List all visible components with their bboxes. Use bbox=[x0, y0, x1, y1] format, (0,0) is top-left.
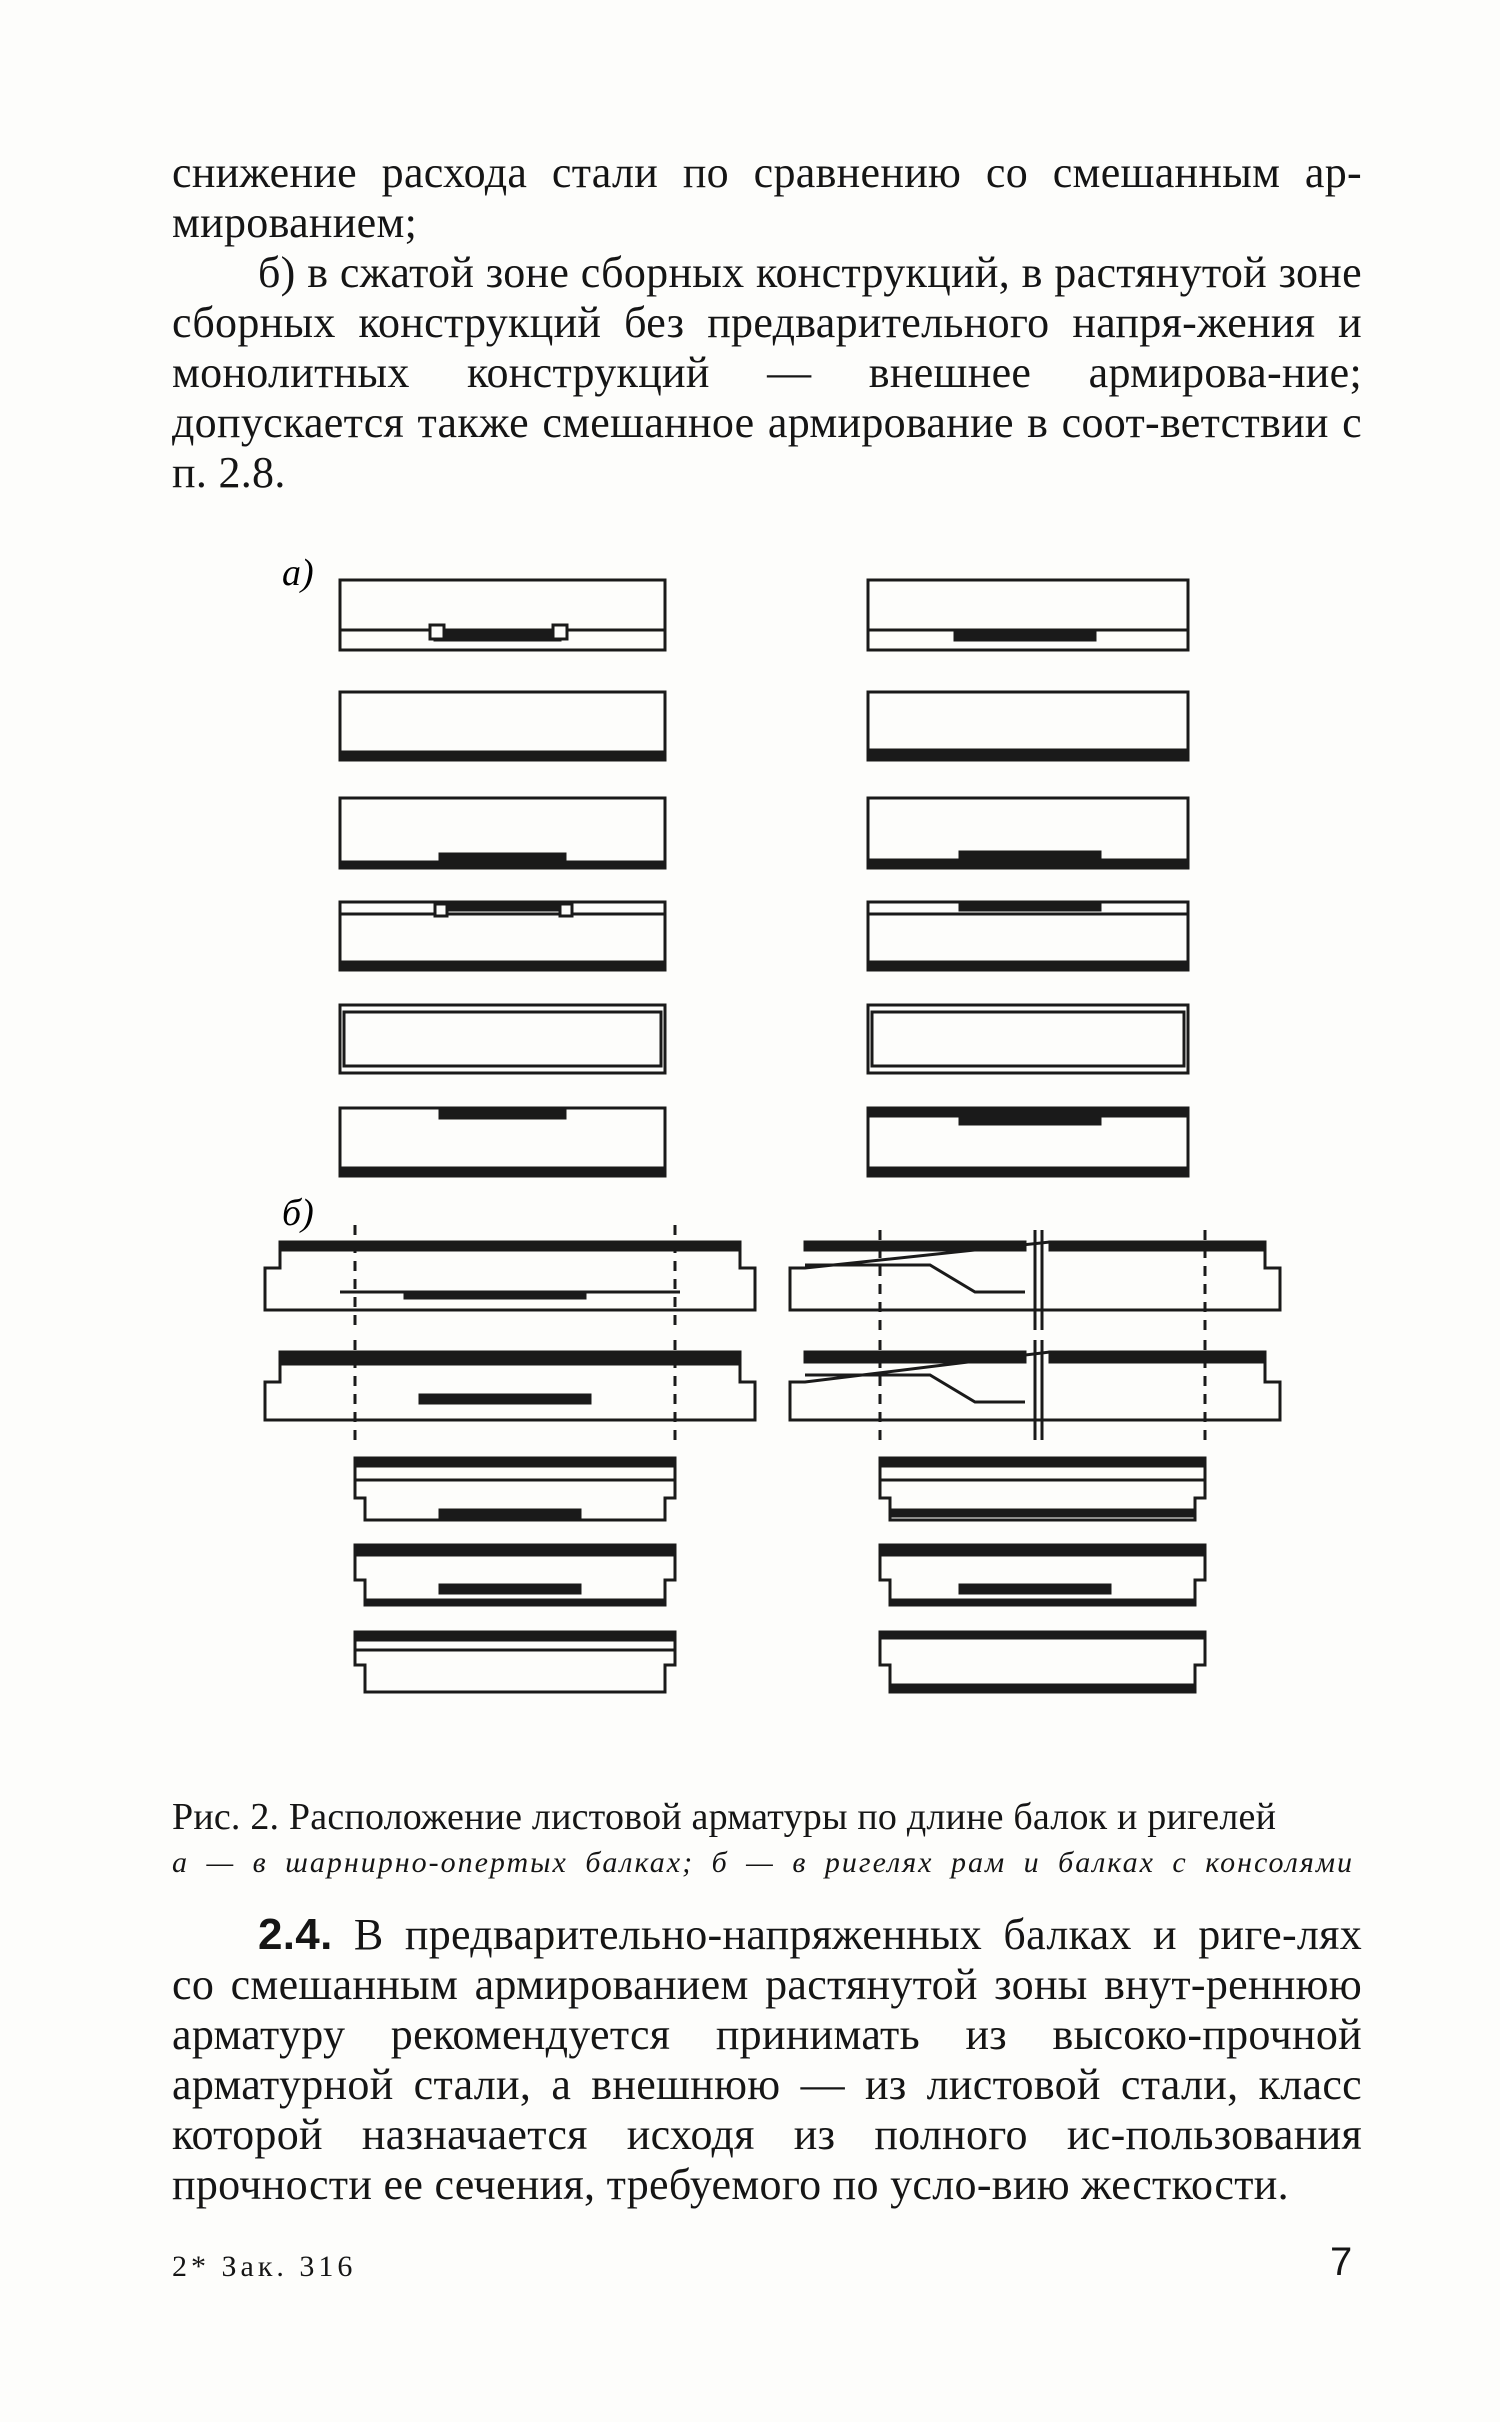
beam-a-left-6 bbox=[340, 1108, 665, 1176]
figure-caption: Рис. 2. Расположение листовой арматуры по длине балок и ригелей bbox=[172, 1796, 1277, 1838]
beam-b-left-3 bbox=[355, 1458, 675, 1520]
figure-label-b: б) bbox=[282, 1192, 314, 1234]
section-2-4 bbox=[172, 1910, 1362, 2210]
text-line-continued: снижение расхода стали по сравнению со смешанным ар-мированием; bbox=[172, 148, 1362, 247]
beam-b-right-3 bbox=[880, 1458, 1205, 1520]
beam-b-right-2 bbox=[790, 1340, 1280, 1440]
beam-b-left-2 bbox=[265, 1340, 755, 1440]
beam-b-left-5 bbox=[355, 1632, 675, 1692]
print-signature: 2* Зак. 316 bbox=[172, 2250, 357, 2283]
body-text-top bbox=[172, 148, 1362, 498]
beam-a-right-2 bbox=[868, 692, 1188, 760]
beam-a-left-3 bbox=[340, 798, 665, 868]
beam-b-right-1 bbox=[790, 1230, 1280, 1330]
beam-a-left-1 bbox=[340, 580, 665, 650]
beam-b-right-5 bbox=[880, 1632, 1205, 1692]
page-number: 7 bbox=[1330, 2240, 1353, 2284]
section-text: В предварительно-напряженных балках и риге-лях со смешанным армированием растянутой зоны внут-реннюю арматуру рекомендуется принимать из высоко-прочной арматурной стали, а внешнюю — из листовой стали, класс которой назначается исходя из полного ис-пользования прочности ее сечения, требуемого по усло-вию жесткости. bbox=[172, 1910, 1362, 2209]
figure-caption-legend: а — в шарнирно-опертых балках; б — в ригелях рам и балках с консолями bbox=[172, 1846, 1354, 1879]
beam-a-left-4 bbox=[340, 902, 665, 970]
figure-label-a: а) bbox=[282, 552, 314, 594]
beam-a-right-1 bbox=[868, 580, 1188, 650]
section-number: 2.4. bbox=[258, 1910, 333, 1959]
beam-a-left-5 bbox=[340, 1005, 665, 1073]
beam-a-right-4 bbox=[868, 902, 1188, 970]
beam-b-left-4 bbox=[355, 1545, 675, 1605]
figure-2-beam-diagrams bbox=[0, 540, 1500, 1740]
beam-b-left-1 bbox=[265, 1225, 755, 1330]
beam-a-left-2 bbox=[340, 692, 665, 760]
text-item-b: б) в сжатой зоне сборных конструкций, в растянутой зоне сборных конструкций без предварительного напря-жения и монолитных конструкций — внешнее армирова-ние; допускается также смешанное армирование в соот-ветствии с п. 2.8. bbox=[172, 248, 1362, 497]
beam-a-right-6 bbox=[868, 1108, 1188, 1176]
beam-a-right-3 bbox=[868, 798, 1188, 868]
beam-b-right-4 bbox=[880, 1545, 1205, 1605]
beam-a-right-5 bbox=[868, 1005, 1188, 1073]
